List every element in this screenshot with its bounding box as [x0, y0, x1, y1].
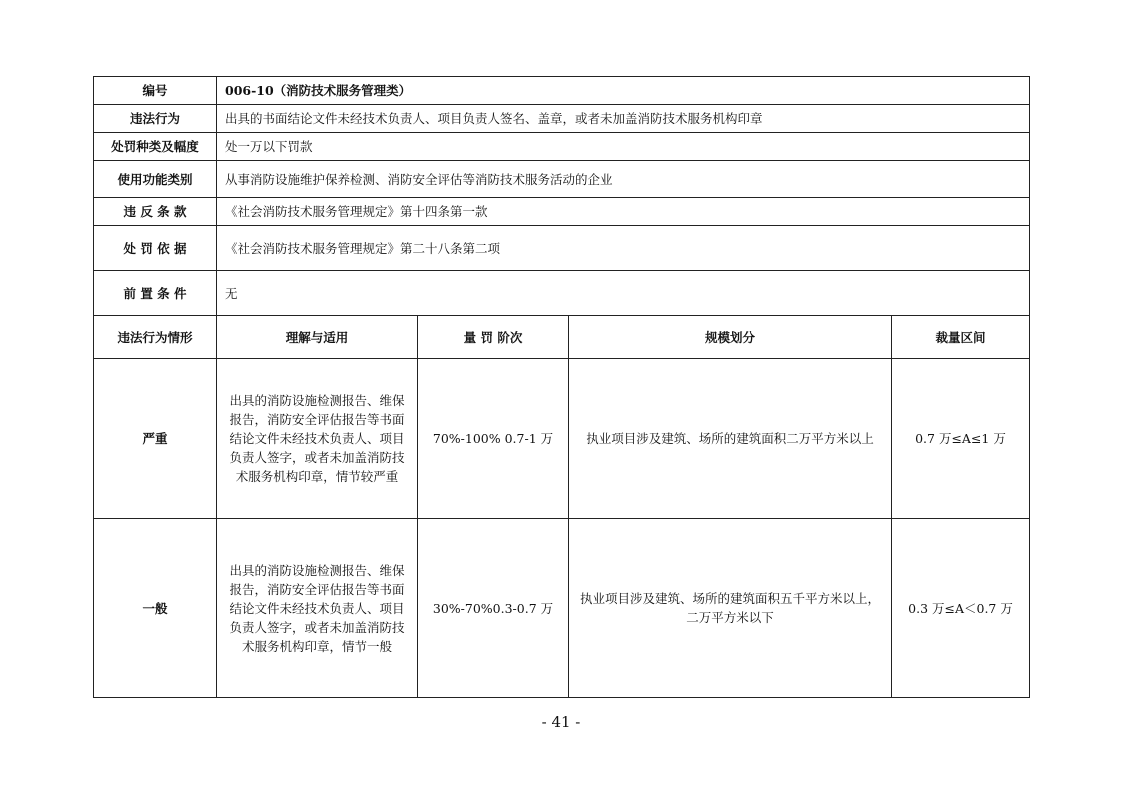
penalty-type-label: 处罚种类及幅度	[94, 133, 217, 161]
penalty-level-cell: 70%-100% 0.7-1 万	[418, 359, 569, 519]
scale-cell: 执业项目涉及建筑、场所的建筑面积二万平方米以上	[569, 359, 892, 519]
header-scale: 规模划分	[569, 316, 892, 359]
id-value: 006-10（消防技术服务管理类）	[217, 77, 1030, 105]
function-category-label: 使用功能类别	[94, 161, 217, 198]
penalty-basis-value: 《社会消防技术服务管理规定》第二十八条第二项	[217, 226, 1030, 271]
row-violation	[94, 105, 1030, 133]
interpretation-cell: 出具的消防设施检测报告、维保报告，消防安全评估报告等书面结论文件未经技术负责人、项目负责人签字，或者未加盖消防技术服务机构印章，情节一般	[217, 519, 418, 698]
situation-cell: 一般	[94, 519, 217, 698]
range-cell: 0.7 万≤A≤1 万	[892, 359, 1030, 519]
penalty-basis-label: 处 罚 依 据	[94, 226, 217, 271]
penalty-type-value: 处一万以下罚款	[217, 133, 1030, 161]
violated-clause-value: 《社会消防技术服务管理规定》第十四条第一款	[217, 198, 1030, 226]
scale-cell: 执业项目涉及建筑、场所的建筑面积五千平方米以上，二万平方米以下	[569, 519, 892, 698]
header-interpretation: 理解与适用	[217, 316, 418, 359]
penalty-standard-table	[93, 76, 1030, 698]
violation-label: 违法行为	[94, 105, 217, 133]
row-penalty-type	[94, 133, 1030, 161]
page-number: - 41 -	[541, 713, 581, 731]
header-situation: 违法行为情形	[94, 316, 217, 359]
row-function-category	[94, 161, 1030, 198]
header-penalty-level: 量 罚 阶次	[418, 316, 569, 359]
range-cell: 0.3 万≤A＜0.7 万	[892, 519, 1030, 698]
violation-value: 出具的书面结论文件未经技术负责人、项目负责人签名、盖章，或者未加盖消防技术服务机构印章	[217, 105, 1030, 133]
row-penalty-basis	[94, 226, 1030, 271]
row-violated-clause	[94, 198, 1030, 226]
function-category-value: 从事消防设施维护保养检测、消防安全评估等消防技术服务活动的企业	[217, 161, 1030, 198]
situation-cell: 严重	[94, 359, 217, 519]
grid-header-row	[94, 316, 1030, 359]
penalty-level-cell: 30%-70%0.3-0.7 万	[418, 519, 569, 698]
table-row	[94, 519, 1030, 698]
row-precondition	[94, 271, 1030, 316]
header-range: 裁量区间	[892, 316, 1030, 359]
row-id	[94, 77, 1030, 105]
interpretation-cell: 出具的消防设施检测报告、维保报告，消防安全评估报告等书面结论文件未经技术负责人、项目负责人签字，或者未加盖消防技术服务机构印章，情节较严重	[217, 359, 418, 519]
table-row	[94, 359, 1030, 519]
violated-clause-label: 违 反 条 款	[94, 198, 217, 226]
id-label: 编号	[94, 77, 217, 105]
precondition-label: 前 置 条 件	[94, 271, 217, 316]
precondition-value: 无	[217, 271, 1030, 316]
